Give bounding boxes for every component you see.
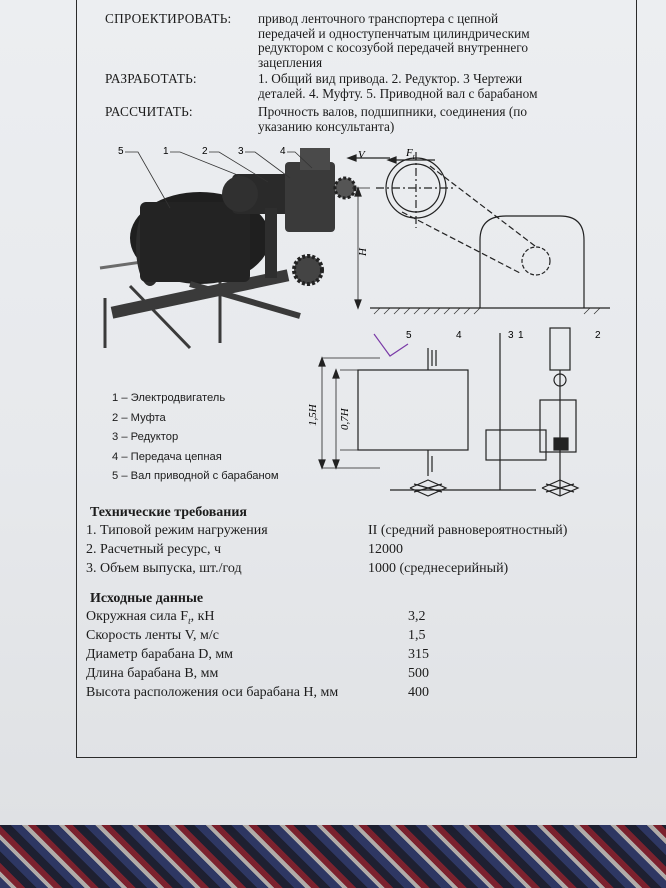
background-fabric [0, 825, 666, 888]
calc-line: указанию консультанта) [258, 118, 395, 134]
design-text [258, 12, 588, 70]
initial-row-label: Длина барабана B, мм [86, 666, 219, 681]
scheme-callouts [406, 330, 601, 341]
tech-row-value: II (средний равновероятностный) [368, 523, 568, 538]
legend-item: 4 – Передача цепная [112, 451, 222, 463]
initial-row-label: Окружная сила $F_t$, кН [86, 609, 215, 626]
design-line: передачей и одноступенчатым цилиндрическим [258, 25, 530, 41]
scheme-callout-1: 1 [518, 330, 524, 341]
ft-label: $F_t$ [406, 147, 415, 161]
chain-scheme [348, 152, 610, 308]
initial-row-label: Скорость ленты V, м/с [86, 628, 219, 643]
h-label: H [357, 248, 369, 256]
tech-row-label: 1. Типовой режим нагружения [86, 523, 268, 538]
design-key: СПРОЕКТИРОВАТЬ: [105, 11, 232, 26]
initial-row-value: 400 [408, 685, 429, 700]
initial-row-value: 3,2 [408, 609, 426, 624]
calc-key: РАССЧИТАТЬ: [105, 104, 193, 119]
scheme-callout-4: 4 [456, 330, 462, 341]
initial-row-value: 1,5 [408, 628, 426, 643]
h07-label: 0,7H [339, 408, 351, 430]
scheme-callout-3: 3 [508, 330, 514, 341]
design-line: редуктором с косозубой передачей внутреннего [258, 40, 529, 56]
develop-text [258, 72, 588, 101]
initial-row-value: 315 [408, 647, 429, 662]
tech-row-label: 2. Расчетный ресурс, ч [86, 542, 222, 557]
hatch [374, 308, 600, 314]
develop-line: деталей. 4. Муфту. 5. Приводной вал с барабаном [258, 85, 538, 101]
tech-row-label: 3. Объем выпуска, шт./год [86, 561, 242, 576]
legend-item: 5 – Вал приводной с барабаном [112, 470, 279, 482]
initial-row-label: Диаметр барабана D, мм [86, 647, 234, 662]
tech-row-value: 12000 [368, 542, 403, 557]
drive-diagrams [90, 138, 610, 498]
h15-label: 1,5H [307, 404, 319, 426]
develop-line: 1. Общий вид привода. 2. Редуктор. 3 Чертежи [258, 71, 523, 86]
legend-item: 2 – Муфта [112, 412, 166, 424]
legend-item: 1 – Электродвигатель [112, 392, 226, 404]
develop-key: РАЗРАБОТАТЬ: [105, 71, 197, 86]
callout-4: 4 [280, 146, 286, 157]
tech-title: Технические требования [90, 505, 247, 520]
tech-row-value: 1000 (среднесерийный) [368, 561, 509, 576]
design-line: привод ленточного транспортера с цепной [258, 11, 499, 26]
calc-line: Прочность валов, подшипники, соединения (по [258, 104, 528, 119]
initial-row-label: Высота расположения оси барабана H, мм [86, 685, 339, 700]
calc-text [258, 105, 588, 134]
initial-title: Исходные данные [90, 591, 204, 606]
design-line: зацепления [258, 54, 323, 70]
legend-item: 3 – Редуктор [112, 431, 179, 443]
callout-3: 3 [238, 146, 244, 157]
scheme-callout-5: 5 [406, 330, 412, 341]
drive-photo [100, 148, 355, 348]
shaft-scheme [319, 328, 578, 496]
callout-1: 1 [163, 146, 169, 157]
callout-2: 2 [202, 146, 208, 157]
callout-5: 5 [118, 146, 124, 157]
scheme-callout-2: 2 [595, 330, 601, 341]
initial-row-value: 500 [408, 666, 429, 681]
v-label: V [358, 149, 365, 161]
